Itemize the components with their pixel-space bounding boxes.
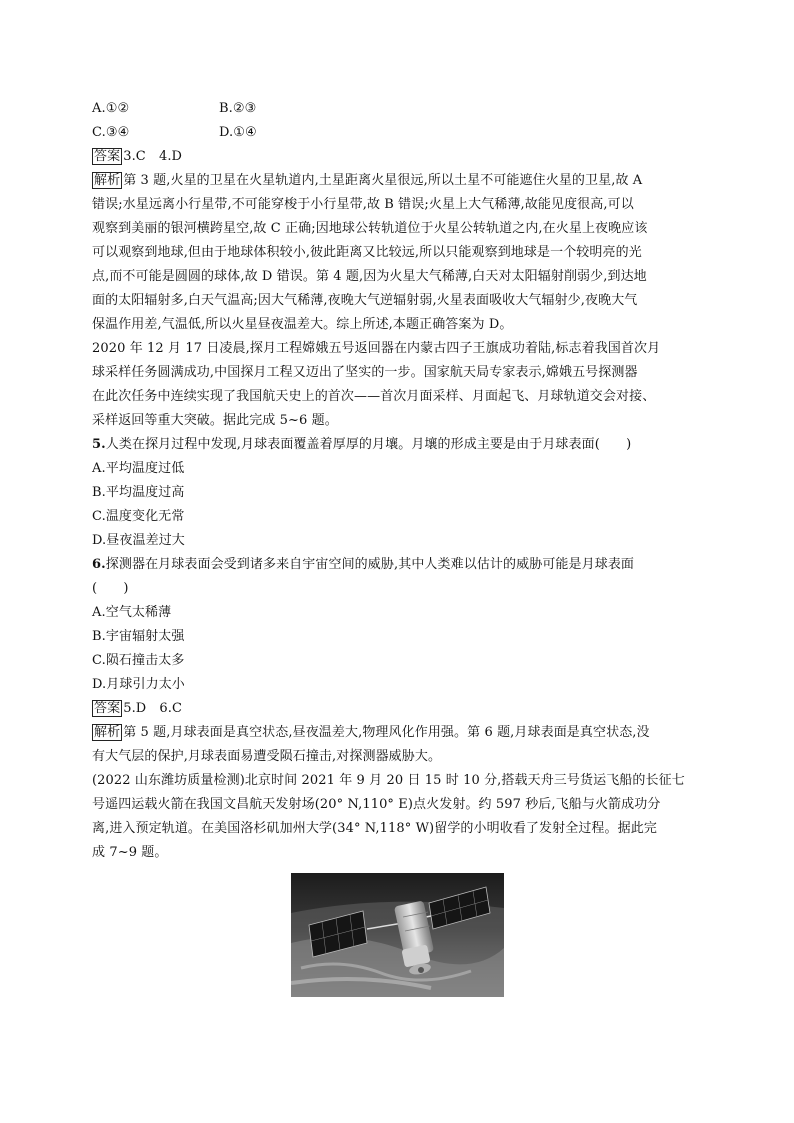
- analysis-3-4-line-3: 观察到美丽的银河横跨星空,故 C 正确;因地球公转轨道位于火星公转轨道之内,在火星上夜晚应该: [92, 221, 648, 236]
- q5-option-a: A.平均温度过低: [92, 461, 185, 476]
- passage-5-6-line-2: 球采样任务圆满成功,中国探月工程又迈出了坚实的一步。国家航天局专家表示,嫦娥五号探测器: [92, 365, 638, 380]
- passage-5-6-line-3: 在此次任务中连续实现了我国航天史上的首次——首次月面采样、月面起飞、月球轨道交会对接、: [92, 389, 656, 404]
- passage-5-6-line-4: 采样返回等重大突破。据此完成 5~6 题。: [92, 413, 338, 428]
- analysis-3-4-line-1: [92, 172, 642, 190]
- analysis-3-4-line-2: 错误;水星远离小行星带,不可能穿梭于小行星带,故 B 错误;火星上大气稀薄,故能见度很高,可以: [92, 197, 634, 212]
- option-c: C.③④: [92, 125, 130, 140]
- q6-option-b: B.宇宙辐射太强: [92, 629, 185, 644]
- q5-option-c: C.温度变化无常: [92, 509, 185, 524]
- passage-7-9-line-2: 号遥四运载火箭在我国文昌航天发射场(20° N,110° E)点火发射。约 597 秒后,飞船与火箭成功分: [92, 797, 661, 812]
- answer-tag: 答案: [94, 701, 121, 716]
- analysis-3-4-line-6: 面的太阳辐射多,白天气温高;因大气稀薄,夜晚大气逆辐射弱,火星表面吸收大气辐射少,夜晚大气: [92, 293, 638, 308]
- analysis-5-6-line-1: [92, 724, 650, 742]
- answer-3-4: [92, 148, 182, 166]
- q5-option-b: B.平均温度过高: [92, 485, 185, 500]
- spacecraft-illustration: [291, 873, 504, 997]
- q6-option-a: A.空气太稀薄: [92, 605, 172, 620]
- question-text: 探测器在月球表面会受到诸多来自宇宙空间的威胁,其中人类难以估计的威胁可能是月球表面: [105, 557, 635, 572]
- passage-5-6-line-1: 2020 年 12 月 17 日凌晨,探月工程嫦娥五号返回器在内蒙古四子王旗成功着陆,标志着我国首次月: [92, 341, 661, 356]
- passage-7-9-line-1: (2022 山东潍坊质量检测)北京时间 2021 年 9 月 20 日 15 时 10 分,搭载天舟三号货运飞船的长征七: [92, 773, 685, 788]
- question-text: 人类在探月过程中发现,月球表面覆盖着厚厚的月壤。月壤的形成主要是由于月球表面( ): [105, 437, 632, 452]
- analysis-5-6-line-2: 有大气层的保护,月球表面易遭受陨石撞击,对探测器威胁大。: [92, 749, 442, 764]
- answer-tag: 答案: [94, 149, 121, 164]
- question-6-stem: [92, 556, 634, 574]
- analysis-3-4-line-4: 可以观察到地球,但由于地球体积较小,彼此距离又比较远,所以只能观察到地球是一个较明亮的光: [92, 245, 642, 260]
- q5-option-d: D.昼夜温差过大: [92, 533, 185, 548]
- q6-option-c: C.陨石撞击太多: [92, 653, 185, 668]
- analysis-3-4-line-5: 点,而不可能是圆圆的球体,故 D 错误。第 4 题,因为火星大气稀薄,白天对太阳辐射削弱少,到达地: [92, 269, 647, 284]
- passage-7-9-line-3: 离,进入预定轨道。在美国洛杉矶加州大学(34° N,118° W)留学的小明收看了发射全过程。据此完: [92, 821, 657, 836]
- answer-5-6: [92, 700, 182, 718]
- spacecraft-in-orbit-photo: [291, 873, 504, 997]
- analysis-3-4-line-7: 保温作用差,气温低,所以火星昼夜温差大。综上所述,本题正确答案为 D。: [92, 317, 513, 332]
- option-a: A.①②: [92, 101, 130, 116]
- answer-text: 3.C 4.D: [123, 149, 183, 164]
- analysis-text: 第 3 题,火星的卫星在火星轨道内,土星距离火星很远,所以土星不可能遮住火星的卫星,故 A: [123, 173, 643, 188]
- question-number: 6.: [92, 557, 106, 572]
- question-number: 5.: [92, 437, 106, 452]
- question-5-stem: [92, 436, 631, 454]
- analysis-tag: 解析: [94, 725, 121, 740]
- option-b: B.②③: [219, 101, 257, 116]
- question-6-stem-2: ( ): [92, 581, 129, 596]
- option-d: D.①④: [219, 125, 257, 140]
- analysis-text: 第 5 题,月球表面是真空状态,昼夜温差大,物理风化作用强。第 6 题,月球表面是真空状态,没: [123, 725, 650, 740]
- answer-text: 5.D 6.C: [123, 701, 183, 716]
- options-row-cd: [92, 124, 257, 142]
- q6-option-d: D.月球引力太小: [92, 677, 185, 692]
- options-row-ab: [92, 100, 256, 118]
- analysis-tag: 解析: [94, 173, 121, 188]
- passage-7-9-line-4: 成 7~9 题。: [92, 845, 168, 860]
